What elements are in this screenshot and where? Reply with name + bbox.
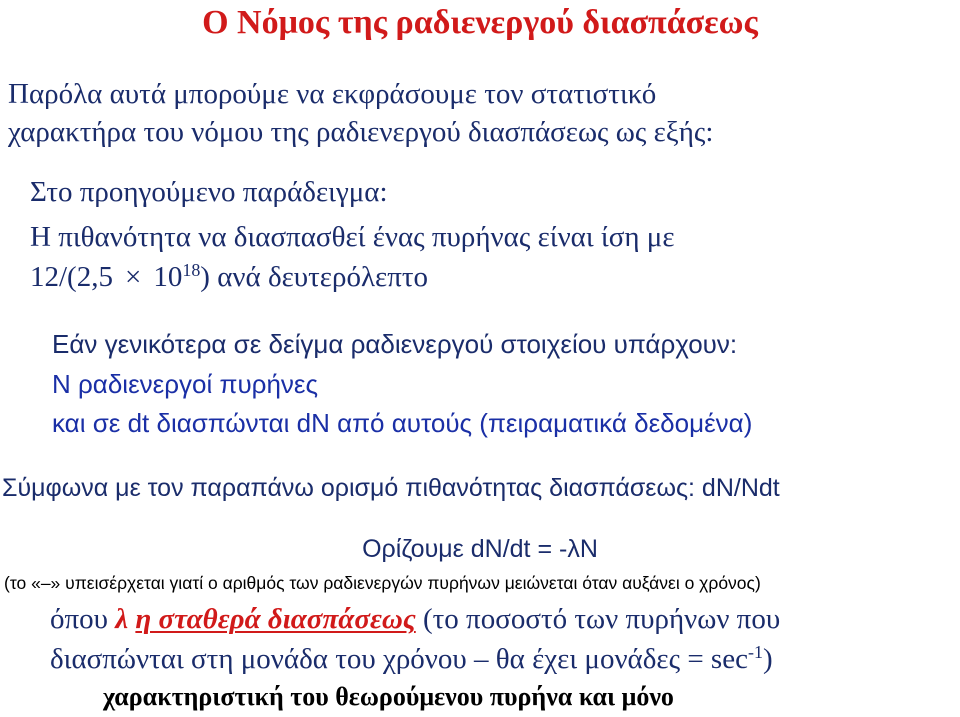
example-power-exponent: 18: [182, 260, 201, 281]
general-line-2: Ν ραδιενεργοί πυρήνες: [52, 369, 319, 399]
general-line-3: και σε dt διασπώνται dN από αυτούς (πειραματικά δεδομένα): [52, 408, 753, 438]
decay-constant-term: η σταθερά διασπάσεως: [135, 603, 416, 635]
constant-suffix: (το ποσοστό των πυρήνων που: [415, 603, 781, 635]
footer-line: χαρακτηριστική του θεωρούμενου πυρήνα και μόνο: [103, 682, 674, 711]
units-exponent: -1: [747, 642, 763, 663]
example-line-3: [30, 260, 428, 293]
example-fraction-start: 12/(2,5: [30, 261, 113, 293]
example-power-base: 10: [153, 261, 183, 293]
definition-line: Σύμφωνα με τον παραπάνω ορισμό πιθανότητας διασπάσεως: dN/Ndt: [2, 474, 780, 502]
general-line-1: Εάν γενικότερα σε δείγμα ραδιενεργού στοιχείου υπάρχουν:: [52, 329, 738, 359]
note-line: (το «–» υπεισέρχεται γιατί ο αριθμός των ραδιενεργών πυρήνων μειώνεται όταν αυξάνει ο χρόνος): [4, 573, 761, 593]
intro-line-2: χαρακτήρα του νόμου της ραδιενεργού διασπάσεως ως εξής:: [8, 116, 714, 148]
constant-line-1: [50, 605, 780, 634]
example-fraction-end: ) ανά δευτερόλεπτο: [200, 261, 428, 293]
intro-line-1: Παρόλα αυτά μπορούμε να εκφράσουμε τον στατιστικό: [8, 78, 657, 110]
constant-line-2-text: διασπώνται στη μονάδα του χρόνου – θα έχει μονάδες = sec: [50, 643, 748, 675]
formula-line: Ορίζουμε dN/dt = -λΝ: [362, 535, 598, 563]
page-title: Ο Νόμος της ραδιενεργού διασπάσεως: [202, 4, 758, 41]
constant-line-2-end: ): [762, 643, 773, 675]
example-line-1: Στο προηγούμενο παράδειγμα:: [30, 176, 388, 208]
lambda-symbol: λ: [115, 603, 129, 635]
example-line-2: Η πιθανότητα να διασπασθεί ένας πυρήνας είναι ίση με: [30, 221, 675, 253]
times-symbol: ×: [124, 261, 142, 293]
constant-prefix: όπου: [50, 603, 116, 635]
constant-line-2: [50, 642, 773, 675]
